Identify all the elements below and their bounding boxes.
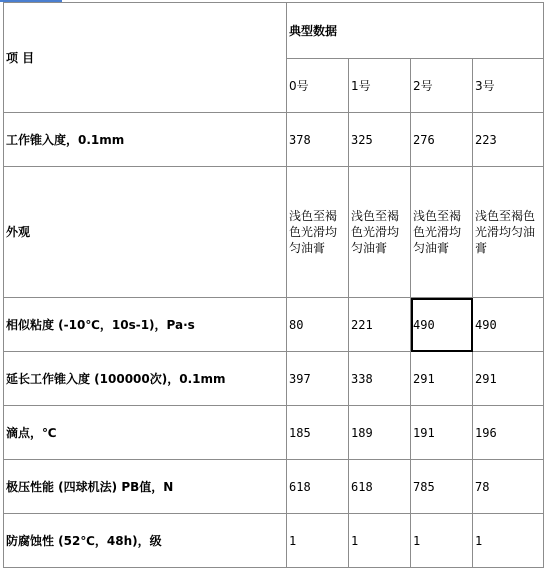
table-row — [4, 460, 544, 514]
table-cell: 291 — [411, 352, 473, 406]
table-cell: 浅色至褐色光滑均匀油膏 — [473, 167, 544, 298]
table-cell: 618 — [349, 460, 411, 514]
table-cell: 1 — [349, 514, 411, 568]
grade-header: 0号 — [287, 59, 349, 113]
table-cell: 618 — [287, 460, 349, 514]
table-cell: 276 — [411, 113, 473, 167]
grade-header: 1号 — [349, 59, 411, 113]
table-cell: 185 — [287, 406, 349, 460]
table-row — [4, 298, 544, 352]
table-cell: 191 — [411, 406, 473, 460]
table-cell: 223 — [473, 113, 544, 167]
row-label: 延长工作锥入度 (100000次)，0.1mm — [4, 352, 287, 406]
table-cell: 397 — [287, 352, 349, 406]
row-label: 滴点，℃ — [4, 406, 287, 460]
table-row — [4, 514, 544, 568]
table-row — [4, 113, 544, 167]
table-cell: 80 — [287, 298, 349, 352]
row-label: 防腐蚀性 (52℃，48h)，级 — [4, 514, 287, 568]
table-cell: 325 — [349, 113, 411, 167]
table-cell: 221 — [349, 298, 411, 352]
typical-data-header: 典型数据 — [287, 3, 544, 59]
table-cell: 378 — [287, 113, 349, 167]
table-row — [4, 352, 544, 406]
table-cell: 浅色至褐色光滑均匀油膏 — [411, 167, 473, 298]
table-cell: 291 — [473, 352, 544, 406]
table-cell: 浅色至褐色光滑均匀油膏 — [287, 167, 349, 298]
row-label: 极压性能 (四球机法) PB值，N — [4, 460, 287, 514]
table-row — [4, 406, 544, 460]
header-row-1 — [4, 3, 544, 59]
table-cell: 1 — [411, 514, 473, 568]
row-label: 工作锥入度，0.1mm — [4, 113, 287, 167]
table-cell: 196 — [473, 406, 544, 460]
table-cell: 1 — [287, 514, 349, 568]
table-cell: 785 — [411, 460, 473, 514]
table-cell: 490 — [473, 298, 544, 352]
table-cell-selected[interactable]: 490 — [411, 298, 473, 352]
row-label: 外观 — [4, 167, 287, 298]
item-header: 项 目 — [4, 3, 287, 113]
table-cell: 78 — [473, 460, 544, 514]
grade-header: 3号 — [473, 59, 544, 113]
table-cell: 1 — [473, 514, 544, 568]
table-cell: 338 — [349, 352, 411, 406]
table-row — [4, 167, 544, 298]
grease-spec-table — [3, 2, 544, 568]
table-cell: 189 — [349, 406, 411, 460]
table-cell: 浅色至褐色光滑均匀油膏 — [349, 167, 411, 298]
grade-header: 2号 — [411, 59, 473, 113]
row-label: 相似粘度 (-10℃，10s-1)，Pa·s — [4, 298, 287, 352]
